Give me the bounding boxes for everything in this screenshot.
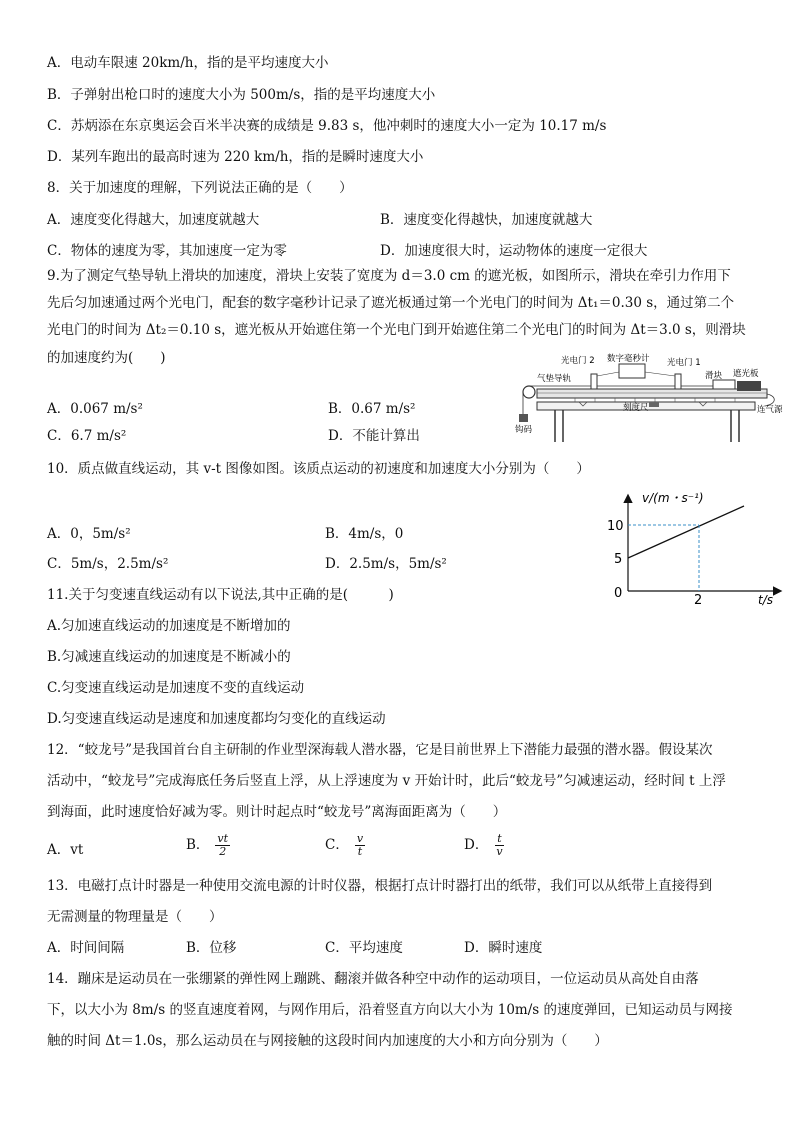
q8-option-d: D．加速度很大时，运动物体的速度一定很大 <box>380 243 648 259</box>
q13-option-a: A．时间间隔 <box>47 940 125 956</box>
q12-option-d <box>464 833 505 858</box>
q12-option-c-numerator: v <box>356 832 364 845</box>
q12-option-d-label: D． <box>464 837 489 853</box>
q13-stem-line2: 无需测量的物理量是（ ） <box>47 909 223 925</box>
q12-option-c-label: C． <box>325 837 349 853</box>
label-shade: 遮光板 <box>733 369 759 379</box>
q12-option-b-numerator: vt <box>217 832 229 845</box>
hook-weight <box>519 414 528 422</box>
q14-stem-line3: 触的时间 Δt＝1.0s，那么运动员在与网接触的这段时间内加速度的大小和方向分别为（ ） <box>47 1033 608 1049</box>
pulley <box>523 386 535 398</box>
ruler-marks <box>575 398 735 402</box>
q12-option-b <box>186 833 230 858</box>
q10-option-b: B．4m/s，0 <box>325 526 404 542</box>
ruler-clamp <box>649 402 659 407</box>
q12-option-d-fraction <box>494 833 504 858</box>
q10-option-d: D．2.5m/s，5m/s² <box>325 556 447 572</box>
t-axis-label: t/s <box>758 593 773 607</box>
q10-option-a: A．0，5m/s² <box>47 526 131 542</box>
q12-stem-line3: 到海面，此时速度恰好减为零。则计时起点时“蛟龙号”离海面距离为（ ） <box>47 804 507 820</box>
q8-stem: 8．关于加速度的理解，下列说法正确的是（ ） <box>47 180 353 196</box>
q10-stem: 10．质点做直线运动，其 v-t 图像如图。该质点运动的初速度和加速度大小分别为（ ） <box>47 461 590 477</box>
v-axis-label: v/(m・s⁻¹) <box>642 491 704 505</box>
q12-option-b-label: B． <box>186 837 210 853</box>
q9-option-d: D．不能计算出 <box>328 428 420 444</box>
label-ruler: 刻度尺 <box>623 403 649 413</box>
q8-option-c: C．物体的速度为零，其加速度一定为零 <box>47 243 287 259</box>
q12-stem-line2: 活动中，“蛟龙号”完成海底任务后竖直上浮，从上浮速度为 v 开始计时，此后“蛟龙号”匀减速运动，经时间 t 上浮 <box>47 773 726 789</box>
q12-option-c <box>325 833 365 858</box>
q14-stem-line1: 14．蹦床是运动员在一张绷紧的弹性网上蹦跳、翻滚并做各种空中动作的运动项目，一位运动员从高处自由落 <box>47 971 699 987</box>
shade-plate <box>737 381 761 391</box>
q9-option-c: C．6.7 m/s² <box>47 428 127 444</box>
q9-stem-line3: 光电门的时间为 Δt₂＝0.10 s，遮光板从开始遮住第一个光电门到开始遮住第二个光电门的时间为 Δt＝3.0 s，则滑块 <box>47 322 746 338</box>
q12-stem-line1: 12．“蛟龙号”是我国首台自主研制的作业型深海载人潜水器，它是目前世界上下潜能力最强的潜水器。假设某次 <box>47 742 713 758</box>
label-weight: 钩码 <box>515 425 533 435</box>
q12-option-c-denominator: t <box>357 845 363 858</box>
slider-block <box>713 380 735 389</box>
digital-timer <box>619 364 645 378</box>
q11-option-b: B.匀减速直线运动的加速度是不断减小的 <box>47 649 291 665</box>
q9-stem-line1: 9.为了测定气垫导轨上滑块的加速度，滑块上安装了宽度为 d＝3.0 cm 的遮光板，如图所示，滑块在牵引力作用下 <box>47 268 731 284</box>
photogate-2 <box>591 374 597 389</box>
label-air: 连气源 <box>757 405 783 415</box>
q12-option-c-fraction <box>355 833 365 858</box>
q7-option-a: A．电动车限速 20km/h，指的是平均速度大小 <box>47 55 329 71</box>
q9-option-b: B．0.67 m/s² <box>328 401 416 417</box>
q12-option-b-denominator: 2 <box>219 845 227 858</box>
q7-option-b: B．子弹射出枪口时的速度大小为 500m/s，指的是平均速度大小 <box>47 87 436 103</box>
q12-option-b-fraction <box>215 833 230 858</box>
q8-option-a: A．速度变化得越大，加速度就越大 <box>47 212 260 228</box>
vt-graph <box>604 488 790 608</box>
label-timer: 数字毫秒计 <box>607 354 650 364</box>
q14-stem-line2: 下，以大小为 8m/s 的竖直速度着网，与网作用后，沿着竖直方向以大小为 10m/s 的速度弹回，已知运动员与网接 <box>47 1002 733 1018</box>
q11-stem: 11.关于匀变速直线运动有以下说法,其中正确的是( ) <box>47 587 394 603</box>
label-gate2: 光电门 2 <box>561 356 595 366</box>
tick-label-t2: 2 <box>694 593 703 608</box>
q11-option-a: A.匀加速直线运动的加速度是不断增加的 <box>47 618 291 634</box>
label-slider: 滑块 <box>705 371 723 381</box>
q11-option-c: C.匀变速直线运动是加速度不变的直线运动 <box>47 680 305 696</box>
q13-stem-line1: 13．电磁打点计时器是一种使用交流电源的计时仪器，根据打点计时器打出的纸带，我们可以从纸带上直接得到 <box>47 878 713 894</box>
q7-option-c: C．苏炳添在东京奥运会百米半决赛的成绩是 9.83 s，他冲刺时的速度大小一定为 10.17 m/s <box>47 118 607 134</box>
q12-option-d-denominator: v <box>496 845 503 858</box>
tick-label-10: 10 <box>607 519 624 534</box>
q7-option-d: D．某列车跑出的最高时速为 220 km/h，指的是瞬时速度大小 <box>47 149 424 165</box>
air-track-figure <box>515 352 793 444</box>
label-rail: 气垫导轨 <box>537 374 572 384</box>
label-gate1: 光电门 1 <box>667 358 701 368</box>
q13-option-c: C．平均速度 <box>325 940 403 956</box>
photogate-1 <box>675 374 681 389</box>
q13-option-d: D．瞬时速度 <box>464 940 543 956</box>
q12-option-d-numerator: t <box>497 832 502 845</box>
q13-option-b: B．位移 <box>186 940 237 956</box>
air-rail <box>537 389 767 398</box>
q9-option-a: A．0.067 m/s² <box>47 401 143 417</box>
vt-line <box>628 506 744 558</box>
tick-label-5: 5 <box>614 552 623 567</box>
q12-option-a: A．vt <box>47 842 84 858</box>
q8-option-b: B．速度变化得越快，加速度就越大 <box>380 212 593 228</box>
q9-stem-line4: 的加速度约为( ) <box>47 350 166 366</box>
q9-stem-line2: 先后匀加速通过两个光电门，配套的数字毫秒计记录了遮光板通过第一个光电门的时间为 Δt₁＝0.30 s，通过第二个 <box>47 295 735 311</box>
origin-label: 0 <box>614 586 623 601</box>
q11-option-d: D.匀变速直线运动是速度和加速度都均匀变化的直线运动 <box>47 711 386 727</box>
q10-option-c: C．5m/s，2.5m/s² <box>47 556 169 572</box>
